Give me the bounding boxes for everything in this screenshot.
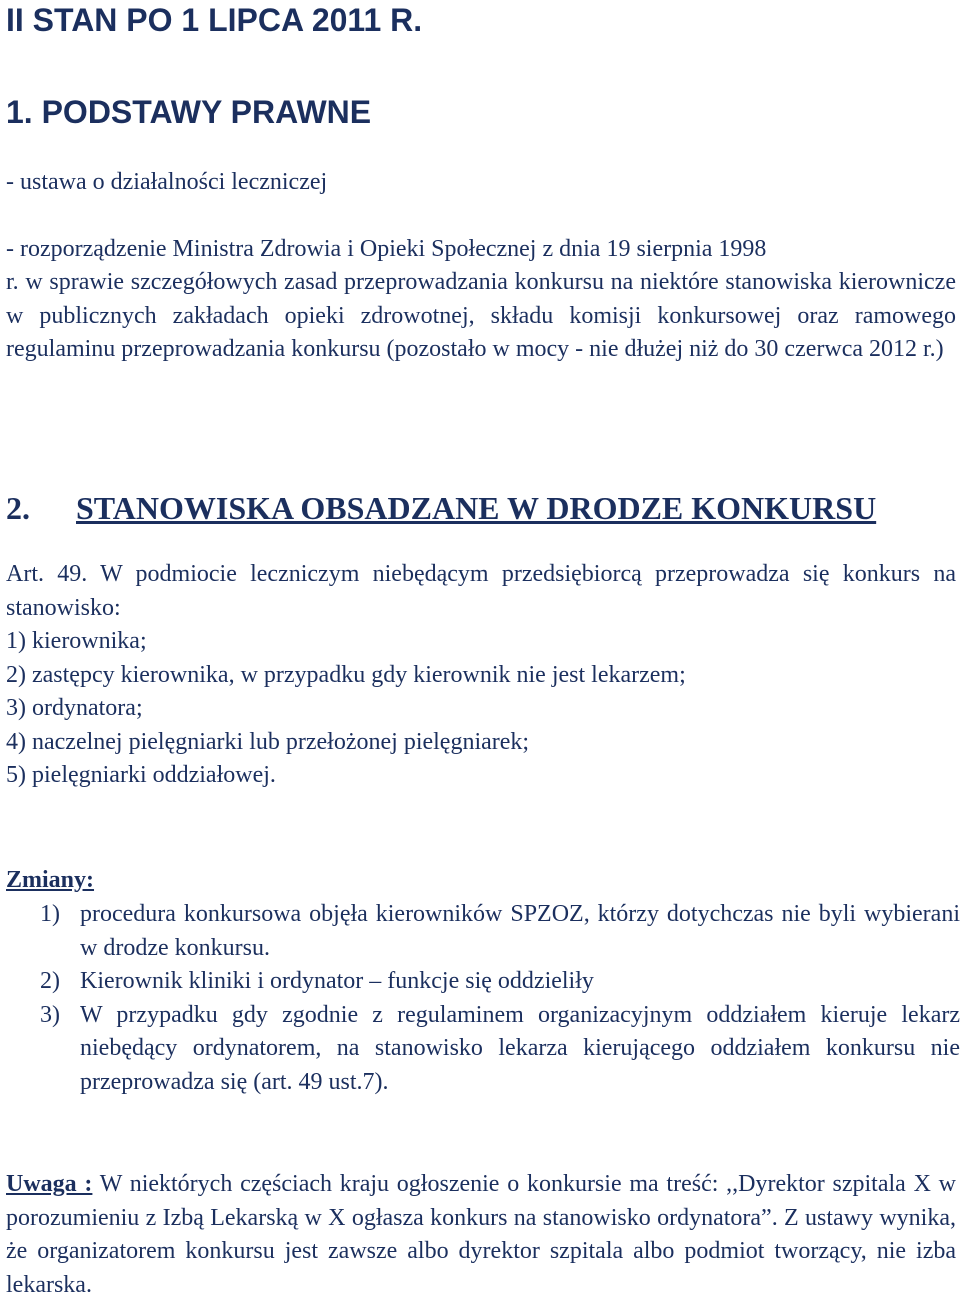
note-paragraph [6, 1168, 956, 1302]
note-label: Uwaga : [6, 1171, 93, 1197]
change-item [40, 965, 960, 999]
change-item [40, 898, 960, 965]
change-item-number: 2) [40, 968, 60, 994]
change-item-text: procedura konkursowa objęła kierowników SPZOZ, którzy dotychczas nie byli wybierani w drodze konkursu. [80, 901, 960, 961]
article-49-intro: Art. 49. W podmiocie leczniczym niebędącym przedsiębiorcą przeprowadza się konkurs na stanowisko: [6, 561, 956, 621]
position-item: 2) zastępcy kierownika, w przypadku gdy kierownik nie jest lekarzem; [6, 661, 686, 688]
section-1-heading: 1. PODSTAWY PRAWNE [6, 94, 372, 130]
change-item-number: 3) [40, 1001, 60, 1028]
section-2-title: STANOWISKA OBSADZANE W DRODZE KONKURSU [76, 490, 877, 526]
note-text: W niektórych częściach kraju ogłoszenie o konkursie ma treść: ,,Dyrektor szpitala X w porozumieniu z Izbą Lekarską w X ogłasza konkurs na stanowisko ordynatora”. Z ustawy wynika, że organizatorem konkursu jest zawsze albo dyrektor szpitala albo podmiot tworzący, nie izba lekarska. [6, 1171, 956, 1298]
change-item-text: Kierownik kliniki i ordynator – funkcje się oddzieliły [80, 968, 594, 994]
legal-basis-item-1: - ustawa o działalności leczniczej [6, 169, 328, 195]
changes-label [6, 864, 94, 898]
legal-basis-item-2-first-line: - rozporządzenie Ministra Zdrowia i Opieki Społecznej z dnia 19 sierpnia 1998 [6, 236, 767, 262]
position-item: 5) pielęgniarki oddziałowej. [6, 762, 276, 788]
changes-label-text: Zmiany: [6, 867, 95, 893]
change-item-number: 1) [40, 901, 60, 927]
change-item-text: W przypadku gdy zgodnie z regulaminem organizacyjnym oddziałem kieruje lekarz niebędący ordynatorem, na stanowisko lekarza kierującego oddziałem konkursu nie przeprowadza się (art. 49 ust.7). [80, 1001, 960, 1095]
position-item: 3) ordynatora; [6, 695, 143, 721]
section-2-number: 2. [6, 490, 30, 526]
legal-basis-item-2-continuation: r. w sprawie szczegółowych zasad przeprowadzania konkursu na niektóre stanowiska kierownicze w publicznych zakładach opieki zdrowotnej, składu komisji konkursowej oraz ramowego regulaminu przeprowadzania konkursu (pozostało w mocy - nie dłużej niż do 30 czerwca 2012 r.) [6, 269, 956, 362]
section-2-heading [6, 492, 876, 524]
main-heading: II STAN PO 1 LIPCA 2011 R. [6, 2, 423, 38]
changes-list [40, 898, 960, 1099]
change-item [40, 999, 960, 1100]
position-item: 4) naczelnej pielęgniarki lub przełożonej pielęgniarek; [6, 728, 530, 755]
positions-list [6, 625, 956, 793]
position-item: 1) kierownika; [6, 628, 147, 654]
